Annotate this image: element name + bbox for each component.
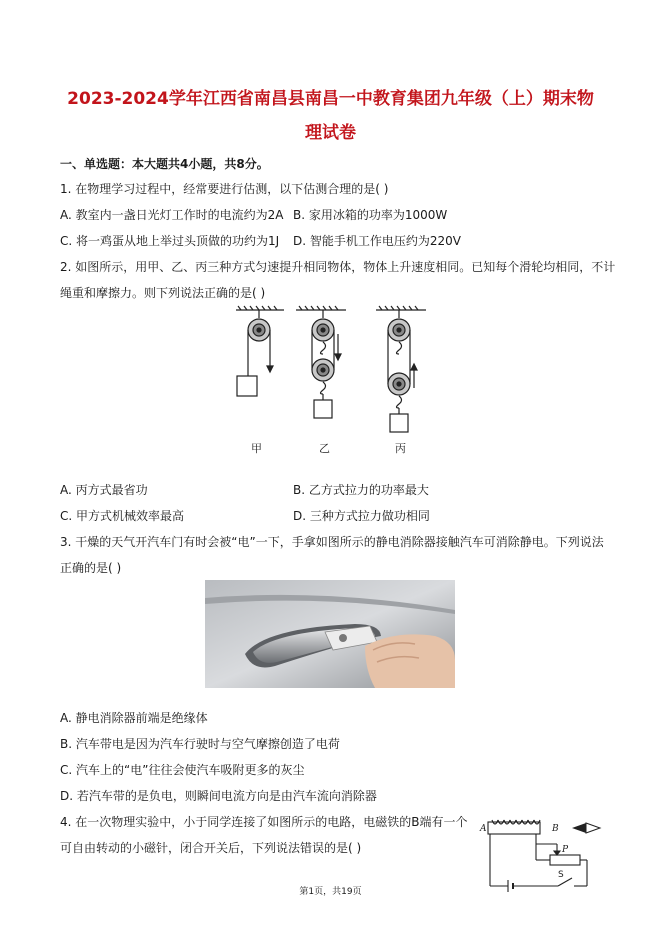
q3-stem: 3. 干燥的天气开汽车门有时会被“电”一下，手拿如图所示的静电消除器接触汽车可消除静电。下列说法 xyxy=(60,535,604,549)
q4-stem-cont: 可自由转动的小磁针，闭合开关后，下列说法错误的是( ) xyxy=(60,841,362,855)
label-a: A xyxy=(480,824,487,834)
q1-option-c: C. 将一鸡蛋从地上举过头顶做的功约为1J xyxy=(60,234,280,248)
q2-option-b: B. 乙方式拉力的功率最大 xyxy=(293,483,429,497)
q3-stem-cont: 正确的是( ) xyxy=(60,561,122,575)
pulley-yi xyxy=(312,310,341,418)
q2-stem-cont: 绳重和摩擦力。则下列说法正确的是( ) xyxy=(60,286,266,300)
section-heading: 一、单选题：本大题共4小题，共8分。 xyxy=(60,157,269,171)
label-s: S xyxy=(558,870,564,880)
q3-option-d: D. 若汽车带的是负电，则瞬间电流方向是由汽车流向消除器 xyxy=(60,789,377,803)
q1-option-b: B. 家用冰箱的功率为1000W xyxy=(293,208,448,222)
label-yi: 乙 xyxy=(319,442,330,455)
pulley-figure xyxy=(226,304,436,464)
car-door-photo xyxy=(205,580,455,688)
label-jia: 甲 xyxy=(251,442,262,455)
ceiling-hatch xyxy=(236,306,426,310)
q3-option-b: B. 汽车带电是因为汽车行驶时与空气摩擦创造了电荷 xyxy=(60,737,340,751)
q2-stem: 2. 如图所示，用甲、乙、丙三种方式匀速提升相同物体，物体上升速度相同。已知每个滑轮均相同，不计 xyxy=(60,260,616,274)
q3-option-c: C. 汽车上的“电”往往会使汽车吸附更多的灰尘 xyxy=(60,763,305,777)
page-title-cont: 理试卷 xyxy=(305,123,356,143)
magnetic-needle xyxy=(572,823,600,833)
q2-option-a: A. 丙方式最省功 xyxy=(60,483,148,497)
label-b: B xyxy=(552,824,559,834)
q3-option-a: A. 静电消除器前端是绝缘体 xyxy=(60,711,208,725)
q1-stem: 1. 在物理学习过程中，经常要进行估测，以下估测合理的是( ) xyxy=(60,182,389,196)
label-p: P xyxy=(562,845,569,855)
q2-option-d: D. 三种方式拉力做功相同 xyxy=(293,509,430,523)
q1-option-a: A. 教室内一盏日光灯工作时的电流约为2A xyxy=(60,208,284,222)
q1-option-d: D. 智能手机工作电压约为220V xyxy=(293,234,461,248)
q4-stem: 4. 在一次物理实验中，小于同学连接了如图所示的电路，电磁铁的B端有一个 xyxy=(60,815,468,829)
pulley-jia xyxy=(237,310,273,396)
page-footer: 第1页，共19页 xyxy=(299,887,362,897)
pulley-bing xyxy=(388,310,417,432)
label-bing: 丙 xyxy=(395,442,406,455)
page-title: 2023-2024学年江西省南昌县南昌一中教育集团九年级（上）期末物 xyxy=(67,89,594,109)
q2-option-c: C. 甲方式机械效率最高 xyxy=(60,509,185,523)
